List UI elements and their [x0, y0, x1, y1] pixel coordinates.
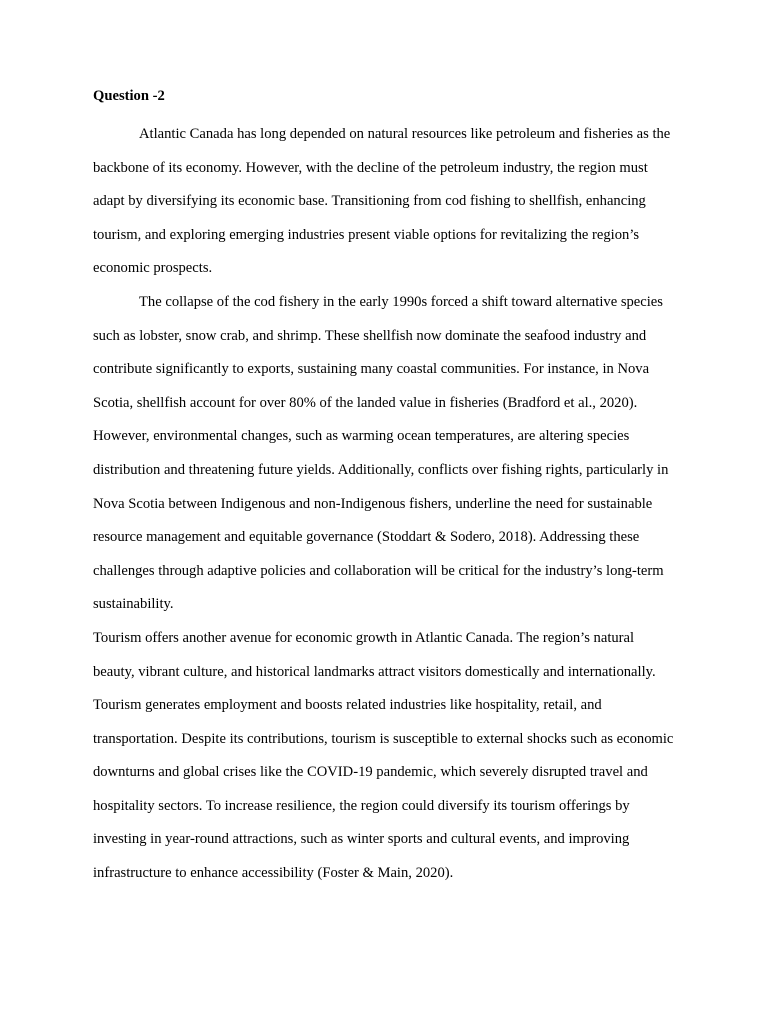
paragraph-tourism: Tourism offers another avenue for economic growth in Atlantic Canada. The region’s natural beauty, vibrant culture, and historical landmarks attract visitors domestically and internationally. Tourism generates employment and boosts related industries like hospitality, retail, and transportation. Despite its contributions, tourism is susceptible to external shocks such as economic downturns and global crises like the COVID-19 pandemic, which severely disrupted travel and hospitality sectors. To increase resilience, the region could diversify its tourism offerings by investing in year-round attractions, such as winter sports and cultural events, and improving infrastructure to enhance accessibility (Foster & Main, 2020). — [93, 629, 674, 882]
document-body — [93, 85, 675, 891]
paragraph-fisheries: The collapse of the cod fishery in the early 1990s forced a shift toward alternative species such as lobster, snow crab, and shrimp. These shellfish now dominate the seafood industry and contribute significantly to exports, sustaining many coastal communities. For instance, in Nova Scotia, shellfish account for over 80% of the landed value in fisheries (Bradford et al., 2020). However, environmental changes, such as warming ocean temperatures, are altering species distribution and threatening future yields. Additionally, conflicts over fishing rights, particularly in Nova Scotia between Indigenous and non-Indigenous fishers, underline the need for sustainable resource management and equitable governance (Stoddart & Sodero, 2018). Addressing these challenges through adaptive policies and collaboration will be critical for the industry’s long-term sustainability. — [93, 293, 669, 613]
question-heading: Question -2 — [93, 88, 165, 104]
paragraph-intro: Atlantic Canada has long depended on natural resources like petroleum and fisheries as the backbone of its economy. However, with the decline of the petroleum industry, the region must adapt by diversifying its economic base. Transitioning from cod fishing to shellfish, enhancing tourism, and exploring emerging industries present viable options for revitalizing the region’s economic prospects. — [93, 126, 671, 277]
